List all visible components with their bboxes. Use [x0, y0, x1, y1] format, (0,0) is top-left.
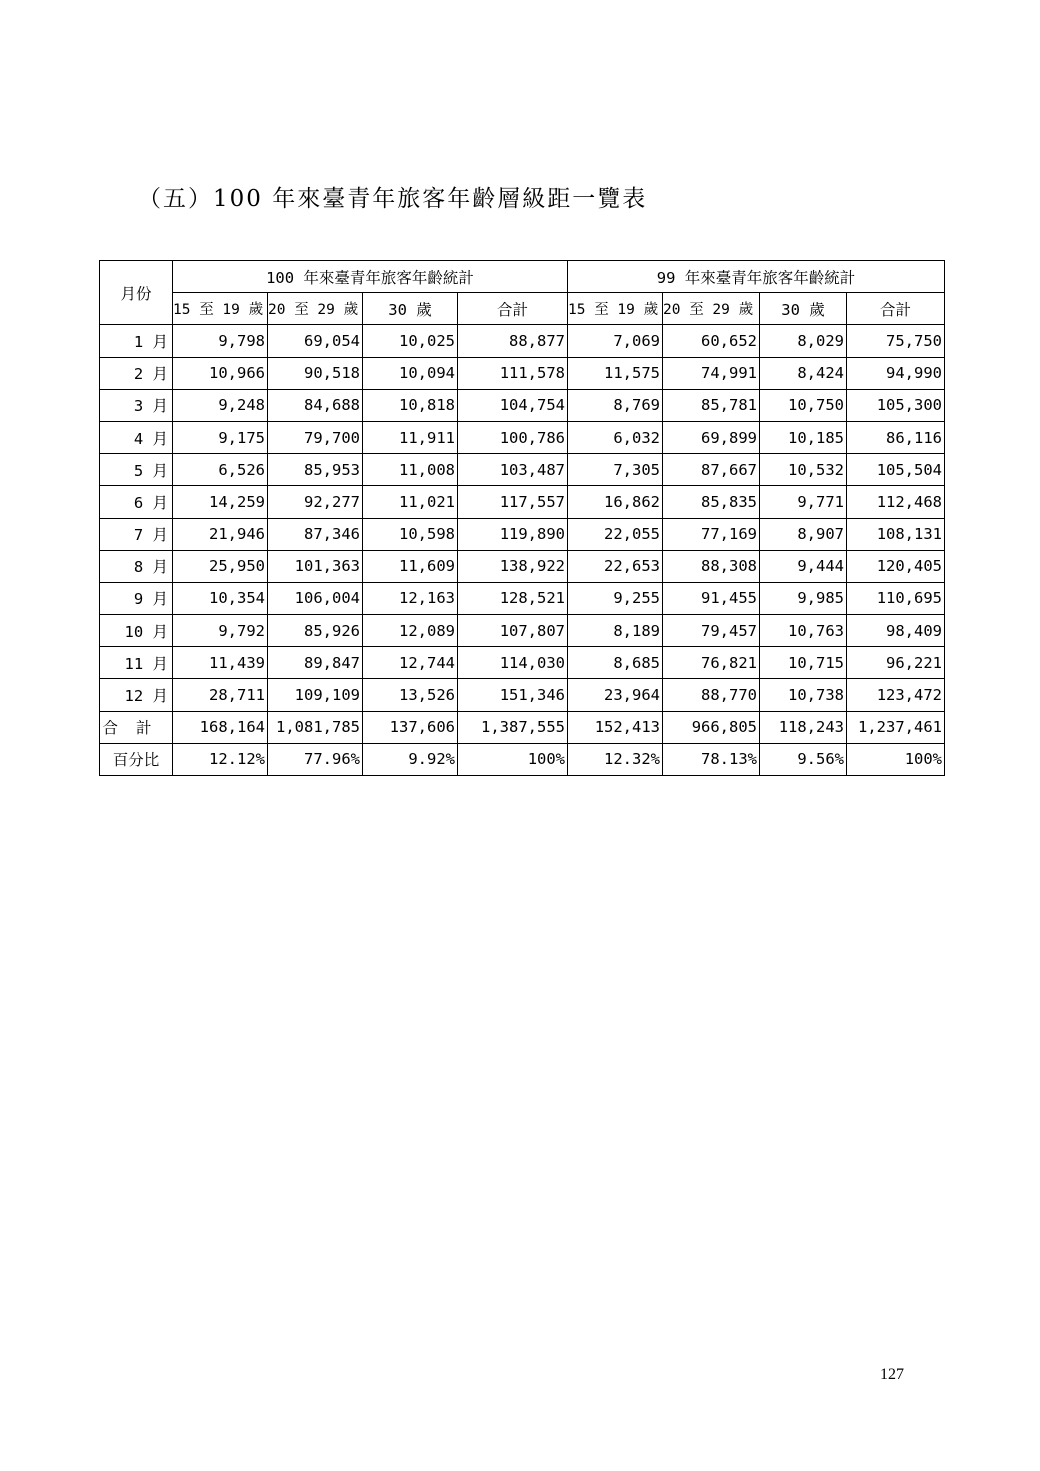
- table-cell: 10,966: [173, 357, 268, 389]
- table-cell: 25,950: [173, 550, 268, 582]
- table-row: [100, 486, 945, 518]
- table-cell: 14,259: [173, 486, 268, 518]
- table-cell: 114,030: [458, 647, 568, 679]
- sub-header: 20 至 29 歲: [663, 293, 760, 325]
- sub-header: 20 至 29 歲: [268, 293, 363, 325]
- table-cell: 78.13%: [663, 743, 760, 775]
- table-cell: 88,770: [663, 679, 760, 711]
- row-label: 合計: [100, 711, 173, 743]
- table-cell: 107,807: [458, 615, 568, 647]
- table-cell: 60,652: [663, 325, 760, 357]
- table-cell: 112,468: [847, 486, 945, 518]
- table-cell: 12,163: [363, 582, 458, 614]
- row-label: 6 月: [100, 486, 173, 518]
- table-header-row-group: [100, 261, 945, 293]
- table-cell: 8,907: [760, 518, 847, 550]
- table-cell: 10,738: [760, 679, 847, 711]
- table-cell: 10,818: [363, 389, 458, 421]
- sub-header: 合計: [847, 293, 945, 325]
- table-cell: 10,025: [363, 325, 458, 357]
- table-cell: 6,032: [568, 421, 663, 453]
- table-cell: 9,798: [173, 325, 268, 357]
- table-cell: 75,750: [847, 325, 945, 357]
- table-cell: 9,985: [760, 582, 847, 614]
- table-cell: 6,526: [173, 454, 268, 486]
- table-cell: 1,237,461: [847, 711, 945, 743]
- table-cell: 86,116: [847, 421, 945, 453]
- table-cell: 12.12%: [173, 743, 268, 775]
- table-cell: 108,131: [847, 518, 945, 550]
- month-header: 月份: [100, 261, 173, 325]
- table-cell: 117,557: [458, 486, 568, 518]
- table-cell: 10,094: [363, 357, 458, 389]
- table-cell: 100,786: [458, 421, 568, 453]
- table-cell: 12,089: [363, 615, 458, 647]
- table-cell: 101,363: [268, 550, 363, 582]
- row-label: 3 月: [100, 389, 173, 421]
- table-row: [100, 518, 945, 550]
- table-cell: 77.96%: [268, 743, 363, 775]
- group-header-99: 99 年來臺青年旅客年齡統計: [568, 261, 945, 293]
- table-cell: 79,700: [268, 421, 363, 453]
- table-cell: 11,911: [363, 421, 458, 453]
- table-cell: 8,029: [760, 325, 847, 357]
- table-cell: 9.56%: [760, 743, 847, 775]
- row-label: 12 月: [100, 679, 173, 711]
- table-cell: 69,054: [268, 325, 363, 357]
- table-cell: 87,667: [663, 454, 760, 486]
- table-cell: 138,922: [458, 550, 568, 582]
- table-cell: 11,021: [363, 486, 458, 518]
- table-cell: 85,781: [663, 389, 760, 421]
- table-cell: 77,169: [663, 518, 760, 550]
- table-cell: 90,518: [268, 357, 363, 389]
- table-row: [100, 421, 945, 453]
- table-cell: 9,771: [760, 486, 847, 518]
- table-body: [100, 325, 945, 776]
- table-row: [100, 582, 945, 614]
- table-cell: 87,346: [268, 518, 363, 550]
- table-cell: 13,526: [363, 679, 458, 711]
- table-cell: 103,487: [458, 454, 568, 486]
- table-cell: 85,835: [663, 486, 760, 518]
- table-cell: 9.92%: [363, 743, 458, 775]
- table-cell: 89,847: [268, 647, 363, 679]
- table-row: [100, 615, 945, 647]
- table-cell: 10,354: [173, 582, 268, 614]
- table-cell: 7,305: [568, 454, 663, 486]
- sub-header: 15 至 19 歲: [173, 293, 268, 325]
- row-label: 5 月: [100, 454, 173, 486]
- table-cell: 10,185: [760, 421, 847, 453]
- table-cell: 8,769: [568, 389, 663, 421]
- row-label: 8 月: [100, 550, 173, 582]
- table-row: [100, 679, 945, 711]
- table-cell: 123,472: [847, 679, 945, 711]
- row-label: 百分比: [100, 743, 173, 775]
- table-cell: 9,255: [568, 582, 663, 614]
- table-cell: 104,754: [458, 389, 568, 421]
- table-cell: 10,715: [760, 647, 847, 679]
- table-row: [100, 357, 945, 389]
- table-cell: 79,457: [663, 615, 760, 647]
- table-cell: 10,598: [363, 518, 458, 550]
- table-cell: 11,439: [173, 647, 268, 679]
- table-cell: 109,109: [268, 679, 363, 711]
- table-cell: 69,899: [663, 421, 760, 453]
- table-cell: 88,308: [663, 550, 760, 582]
- table-header-row-sub: [100, 293, 945, 325]
- table-cell: 74,991: [663, 357, 760, 389]
- total-row: [100, 711, 945, 743]
- table-cell: 12.32%: [568, 743, 663, 775]
- sub-header: 30 歲: [363, 293, 458, 325]
- table-cell: 100%: [458, 743, 568, 775]
- table-cell: 966,805: [663, 711, 760, 743]
- row-label: 7 月: [100, 518, 173, 550]
- table-cell: 137,606: [363, 711, 458, 743]
- page-title: （五）100 年來臺青年旅客年齡層級距一覽表: [138, 186, 648, 212]
- table-cell: 88,877: [458, 325, 568, 357]
- table-cell: 1,081,785: [268, 711, 363, 743]
- page-number: 127: [880, 1366, 904, 1383]
- row-label: 10 月: [100, 615, 173, 647]
- table-cell: 100%: [847, 743, 945, 775]
- table-cell: 91,455: [663, 582, 760, 614]
- table-cell: 22,055: [568, 518, 663, 550]
- table-cell: 105,300: [847, 389, 945, 421]
- table-cell: 10,763: [760, 615, 847, 647]
- table-cell: 11,008: [363, 454, 458, 486]
- row-label: 4 月: [100, 421, 173, 453]
- table-cell: 10,750: [760, 389, 847, 421]
- table-cell: 23,964: [568, 679, 663, 711]
- table-cell: 28,711: [173, 679, 268, 711]
- table-row: [100, 550, 945, 582]
- table-cell: 11,609: [363, 550, 458, 582]
- table-cell: 106,004: [268, 582, 363, 614]
- table-cell: 92,277: [268, 486, 363, 518]
- table-cell: 9,248: [173, 389, 268, 421]
- table-cell: 7,069: [568, 325, 663, 357]
- table-cell: 128,521: [458, 582, 568, 614]
- table-cell: 85,953: [268, 454, 363, 486]
- group-header-100: 100 年來臺青年旅客年齡統計: [173, 261, 568, 293]
- table-cell: 8,424: [760, 357, 847, 389]
- row-label: 2 月: [100, 357, 173, 389]
- row-label: 9 月: [100, 582, 173, 614]
- table-cell: 22,653: [568, 550, 663, 582]
- table-cell: 118,243: [760, 711, 847, 743]
- table-cell: 16,862: [568, 486, 663, 518]
- table-cell: 21,946: [173, 518, 268, 550]
- age-statistics-table: [99, 260, 945, 776]
- table-cell: 96,221: [847, 647, 945, 679]
- table-cell: 76,821: [663, 647, 760, 679]
- table-cell: 168,164: [173, 711, 268, 743]
- table-cell: 111,578: [458, 357, 568, 389]
- table-cell: 9,444: [760, 550, 847, 582]
- table-cell: 9,175: [173, 421, 268, 453]
- row-label: 11 月: [100, 647, 173, 679]
- table-cell: 9,792: [173, 615, 268, 647]
- table-row: [100, 325, 945, 357]
- table-cell: 110,695: [847, 582, 945, 614]
- table-row: [100, 647, 945, 679]
- sub-header: 30 歲: [760, 293, 847, 325]
- table-cell: 84,688: [268, 389, 363, 421]
- table-cell: 11,575: [568, 357, 663, 389]
- table-cell: 152,413: [568, 711, 663, 743]
- table-row: [100, 454, 945, 486]
- sub-header: 合計: [458, 293, 568, 325]
- table-cell: 1,387,555: [458, 711, 568, 743]
- table-cell: 94,990: [847, 357, 945, 389]
- percent-row: [100, 743, 945, 775]
- table-cell: 105,504: [847, 454, 945, 486]
- table-row: [100, 389, 945, 421]
- row-label: 1 月: [100, 325, 173, 357]
- table-cell: 8,685: [568, 647, 663, 679]
- table-cell: 98,409: [847, 615, 945, 647]
- table-cell: 120,405: [847, 550, 945, 582]
- table-cell: 12,744: [363, 647, 458, 679]
- table-cell: 8,189: [568, 615, 663, 647]
- table-cell: 10,532: [760, 454, 847, 486]
- table-cell: 151,346: [458, 679, 568, 711]
- table-cell: 85,926: [268, 615, 363, 647]
- table-cell: 119,890: [458, 518, 568, 550]
- sub-header: 15 至 19 歲: [568, 293, 663, 325]
